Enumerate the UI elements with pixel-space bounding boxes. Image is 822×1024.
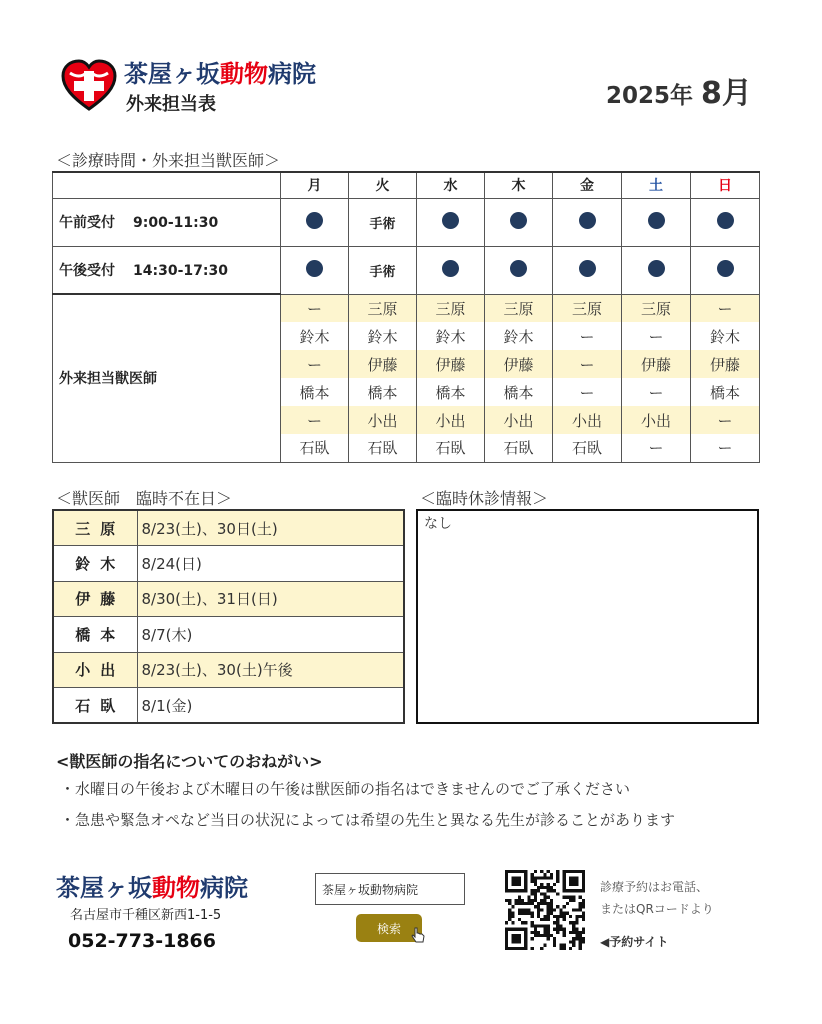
vet-name: 三原: [53, 510, 137, 546]
vet-row: [53, 294, 760, 322]
open-dot-icon: [306, 212, 323, 229]
vet-cell: ー: [553, 322, 622, 350]
open-dot-icon: [648, 260, 665, 277]
open-dot-icon: [579, 260, 596, 277]
day-header: 日: [691, 172, 760, 198]
vet-cell: 小出: [553, 406, 622, 434]
vet-cell: ー: [553, 378, 622, 406]
clinic-phone: 052-773-1866: [68, 930, 216, 952]
vet-cell: 橋本: [485, 378, 553, 406]
slot-cell: [691, 246, 760, 294]
vet-name: 小出: [53, 652, 137, 688]
slot-cell: [622, 198, 691, 246]
day-header: 金: [553, 172, 622, 198]
reservation-text-line: またはQRコードより: [600, 902, 714, 916]
slot-cell: [281, 198, 349, 246]
vet-cell: 石臥: [281, 434, 349, 462]
slot-cell: [417, 198, 485, 246]
notes-title: <獣医師の指名についてのおねがい>: [56, 752, 323, 771]
clinic-name: 茶屋ヶ坂動物病院: [124, 60, 316, 88]
clinic-logo-icon: [60, 57, 118, 113]
vet-cell: 三原: [349, 294, 417, 322]
pointer-cursor-icon: [410, 926, 426, 944]
note-item: ・急患や緊急オペなど当日の状況によっては希望の先生と異なる先生が診ることがあります: [60, 811, 676, 829]
vet-cell: 小出: [417, 406, 485, 434]
absence-row: [53, 581, 404, 617]
vet-name: 伊藤: [53, 581, 137, 617]
slot-cell: [622, 246, 691, 294]
slot-name: 午後受付: [59, 262, 115, 279]
vet-cell: 石臥: [417, 434, 485, 462]
vet-cell: ー: [622, 322, 691, 350]
open-dot-icon: [442, 260, 459, 277]
vet-cell: 鈴木: [485, 322, 553, 350]
open-dot-icon: [306, 260, 323, 277]
slot-cell: [349, 246, 417, 294]
absence-dates: 8/24(日): [137, 546, 404, 582]
absence-row: [53, 510, 404, 546]
open-dot-icon: [510, 212, 527, 229]
reservation-text-line: 診療予約はお電話、: [600, 880, 709, 894]
slot-time: 9:00-11:30: [133, 215, 219, 231]
vet-cell: ー: [691, 406, 760, 434]
absence-dates: 8/23(土)、30日(土): [137, 510, 404, 546]
vet-cell: 鈴木: [349, 322, 417, 350]
slot-name: 午前受付: [59, 215, 115, 231]
vet-cell: 鈴木: [281, 322, 349, 350]
slot-cell: [553, 246, 622, 294]
period-month: 8月: [701, 76, 752, 111]
vets-label: 外来担当獣医師: [53, 294, 281, 462]
vet-cell: 橋本: [417, 378, 485, 406]
slot-cell: [691, 198, 760, 246]
vet-cell: ー: [622, 434, 691, 462]
closure-text: なし: [424, 516, 452, 532]
vet-cell: 伊藤: [417, 350, 485, 378]
slot-cell: [485, 246, 553, 294]
page-subtitle: 外来担当表: [126, 94, 216, 115]
clinic-address: 名古屋市千種区新西1-1-5: [70, 908, 222, 923]
vet-cell: 小出: [485, 406, 553, 434]
vet-name: 鈴木: [53, 546, 137, 582]
time-slot-label: [53, 198, 281, 246]
absence-table: [52, 509, 405, 724]
slot-cell: [417, 246, 485, 294]
vet-cell: 橋本: [281, 378, 349, 406]
vet-cell: 鈴木: [691, 322, 760, 350]
qr-code-icon[interactable]: [505, 870, 585, 950]
vet-name: 橋本: [53, 617, 137, 653]
vet-name: 石臥: [53, 688, 137, 724]
absence-row: [53, 652, 404, 688]
vet-cell: ー: [553, 350, 622, 378]
schedule-header-row: [53, 172, 760, 198]
open-dot-icon: [717, 260, 734, 277]
vet-cell: ー: [691, 294, 760, 322]
reservation-site-link[interactable]: ◀予約サイト: [600, 935, 669, 949]
search-button[interactable]: 検索: [356, 914, 422, 942]
absence-dates: 8/23(土)、30(土)午後: [137, 652, 404, 688]
slot-cell: [553, 198, 622, 246]
slot-cell: [281, 246, 349, 294]
slot-cell: [349, 198, 417, 246]
absence-row: [53, 617, 404, 653]
vet-cell: 伊藤: [622, 350, 691, 378]
time-slot-label: [53, 246, 281, 294]
reservation-text: [600, 876, 714, 920]
vet-cell: 三原: [485, 294, 553, 322]
time-slot-row: [53, 246, 760, 294]
vet-cell: 石臥: [485, 434, 553, 462]
closure-info-box: [416, 509, 759, 724]
vet-cell: 三原: [622, 294, 691, 322]
surgery-label: 手術: [369, 216, 396, 232]
schedule-table: [52, 171, 760, 463]
vet-cell: 橋本: [349, 378, 417, 406]
vet-cell: ー: [622, 378, 691, 406]
closure-section-title: ＜臨時休診情報＞: [420, 489, 549, 508]
schedule-period: [606, 68, 752, 112]
day-header: 月: [281, 172, 349, 198]
slot-cell: [485, 198, 553, 246]
note-item: ・水曜日の午後および木曜日の午後は獣医師の指名はできませんのでご了承ください: [60, 780, 631, 798]
vet-cell: 伊藤: [485, 350, 553, 378]
vet-cell: ー: [281, 294, 349, 322]
slot-time: 14:30-17:30: [133, 262, 228, 279]
vet-cell: 伊藤: [349, 350, 417, 378]
footer-clinic-name: 茶屋ヶ坂動物病院: [56, 874, 248, 902]
vet-cell: 伊藤: [691, 350, 760, 378]
vet-cell: 小出: [349, 406, 417, 434]
search-input[interactable]: [315, 873, 465, 905]
absence-dates: 8/7(木): [137, 617, 404, 653]
surgery-label: 手術: [369, 264, 396, 280]
absence-row: [53, 546, 404, 582]
open-dot-icon: [510, 260, 527, 277]
vet-cell: 石臥: [553, 434, 622, 462]
vet-cell: ー: [691, 434, 760, 462]
absence-dates: 8/1(金): [137, 688, 404, 724]
period-year: 2025年: [606, 83, 694, 109]
absence-row: [53, 688, 404, 724]
absence-dates: 8/30(土)、31日(日): [137, 581, 404, 617]
time-slot-row: [53, 198, 760, 246]
open-dot-icon: [717, 212, 734, 229]
vet-cell: 石臥: [349, 434, 417, 462]
vet-cell: 鈴木: [417, 322, 485, 350]
open-dot-icon: [648, 212, 665, 229]
vet-cell: 小出: [622, 406, 691, 434]
vet-cell: ー: [281, 350, 349, 378]
open-dot-icon: [579, 212, 596, 229]
vet-cell: ー: [281, 406, 349, 434]
vet-cell: 橋本: [691, 378, 760, 406]
open-dot-icon: [442, 212, 459, 229]
vet-cell: 三原: [417, 294, 485, 322]
day-header: 火: [349, 172, 417, 198]
day-header: 木: [485, 172, 553, 198]
day-header: 水: [417, 172, 485, 198]
vet-cell: 三原: [553, 294, 622, 322]
absence-section-title: ＜獣医師 臨時不在日＞: [56, 489, 233, 508]
corner-cell: [53, 172, 281, 198]
day-header: 土: [622, 172, 691, 198]
schedule-section-title: ＜診療時間・外来担当獣医師＞: [56, 151, 281, 170]
